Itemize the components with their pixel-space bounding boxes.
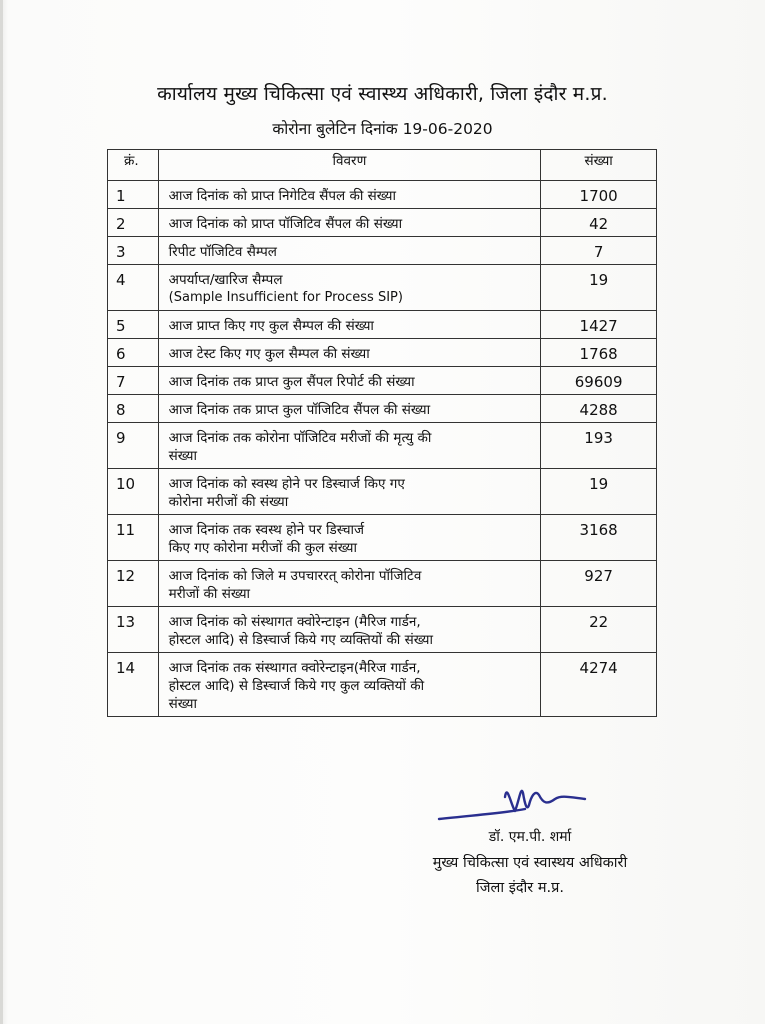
row-description bbox=[158, 181, 541, 209]
description-line: आज दिनांक को स्वस्थ होने पर डिस्चार्ज किए गए bbox=[168, 476, 405, 492]
row-description bbox=[158, 367, 541, 395]
header-count: संख्या bbox=[541, 150, 657, 181]
row-description bbox=[158, 265, 541, 311]
row-description bbox=[158, 423, 541, 469]
row-count: 1768 bbox=[541, 339, 657, 367]
description-line: आज दिनांक तक संस्थागत क्वोरेन्टाइन(मैरिज गार्डन, bbox=[168, 660, 421, 676]
row-serial: 1 bbox=[108, 181, 159, 209]
table-row bbox=[108, 339, 657, 367]
table-header-row bbox=[108, 150, 657, 181]
row-description bbox=[158, 561, 541, 607]
row-serial: 3 bbox=[108, 237, 159, 265]
table-row bbox=[108, 423, 657, 469]
description-line: संख्या bbox=[168, 448, 198, 464]
row-count: 4274 bbox=[541, 653, 657, 717]
table-row bbox=[108, 515, 657, 561]
row-description bbox=[158, 607, 541, 653]
table-row bbox=[108, 367, 657, 395]
row-count: 3168 bbox=[541, 515, 657, 561]
header-description: विवरण bbox=[158, 150, 541, 181]
row-serial: 11 bbox=[108, 515, 159, 561]
description-line: होस्टल आदि) से डिस्चार्ज किये गए व्यक्तियों की संख्या bbox=[168, 632, 433, 648]
table-row bbox=[108, 181, 657, 209]
row-count: 7 bbox=[541, 237, 657, 265]
description-line: आज टेस्ट किए गए कुल सैम्पल की संख्या bbox=[168, 346, 370, 362]
signature-scribble bbox=[435, 775, 595, 825]
row-serial: 9 bbox=[108, 423, 159, 469]
bulletin-date-line: कोरोना बुलेटिन दिनांक 19-06-2020 bbox=[272, 120, 493, 138]
row-serial: 5 bbox=[108, 311, 159, 339]
description-line: आज प्राप्त किए गए कुल सैम्पल की संख्या bbox=[168, 318, 374, 334]
description-line: आज दिनांक को जिले म उपचाररत् कोरोना पॉजिटिव bbox=[168, 568, 422, 584]
row-description bbox=[158, 395, 541, 423]
table-row bbox=[108, 237, 657, 265]
description-line: किए गए कोरोना मरीजों की कुल संख्या bbox=[168, 540, 358, 556]
row-count: 19 bbox=[541, 469, 657, 515]
row-count: 927 bbox=[541, 561, 657, 607]
description-line: आज दिनांक तक स्वस्थ होने पर डिस्चार्ज bbox=[168, 522, 365, 538]
header-serial: क्रं. bbox=[108, 150, 159, 181]
description-english-line: (Sample Insufficient for Process SIP) bbox=[168, 290, 403, 305]
row-description bbox=[158, 237, 541, 265]
table-row bbox=[108, 469, 657, 515]
description-line: आज दिनांक को प्राप्त निगेटिव सैंपल की संख्या bbox=[168, 188, 396, 204]
office-title: कार्यालय मुख्य चिकित्सा एवं स्वास्थ्य अधिकारी, जिला इंदौर म.प्र. bbox=[157, 83, 608, 105]
row-serial: 12 bbox=[108, 561, 159, 607]
signatory-designation: मुख्य चिकित्सा एवं स्वास्थय अधिकारी bbox=[432, 855, 628, 871]
row-count: 1700 bbox=[541, 181, 657, 209]
page-edge-shadow bbox=[0, 0, 3, 1024]
table-row bbox=[108, 311, 657, 339]
table-row bbox=[108, 561, 657, 607]
row-serial: 14 bbox=[108, 653, 159, 717]
row-description bbox=[158, 469, 541, 515]
row-serial: 8 bbox=[108, 395, 159, 423]
bulletin-table bbox=[107, 149, 657, 717]
row-description bbox=[158, 311, 541, 339]
description-line: रिपीट पॉजिटिव सैम्पल bbox=[168, 244, 277, 260]
row-serial: 10 bbox=[108, 469, 159, 515]
row-description bbox=[158, 209, 541, 237]
description-line: संख्या bbox=[168, 696, 198, 712]
description-line: आज दिनांक तक प्राप्त कुल सैंपल रिपोर्ट की संख्या bbox=[168, 374, 415, 390]
description-line: आज दिनांक को प्राप्त पॉजिटिव सैंपल की संख्या bbox=[168, 216, 403, 232]
row-description bbox=[158, 515, 541, 561]
description-line: आज दिनांक को संस्थागत क्वोरेन्टाइन (मैरिज गार्डन, bbox=[168, 614, 421, 630]
description-line: होस्टल आदि) से डिस्चार्ज किये गए कुल व्यक्तियों की bbox=[168, 678, 425, 694]
row-serial: 13 bbox=[108, 607, 159, 653]
description-line: मरीजों की संख्या bbox=[168, 586, 251, 602]
row-count: 19 bbox=[541, 265, 657, 311]
row-count: 42 bbox=[541, 209, 657, 237]
description-line: अपर्याप्त/खारिज सैम्पल bbox=[168, 272, 283, 288]
row-count: 1427 bbox=[541, 311, 657, 339]
table-row bbox=[108, 607, 657, 653]
signatory-place: जिला इंदौर म.प्र. bbox=[476, 880, 564, 896]
row-count: 193 bbox=[541, 423, 657, 469]
row-count: 69609 bbox=[541, 367, 657, 395]
row-serial: 2 bbox=[108, 209, 159, 237]
description-line: आज दिनांक तक कोरोना पॉजिटिव मरीजों की मृत्यु की bbox=[168, 430, 432, 446]
signatory-name: डॉ. एम.पी. शर्मा bbox=[488, 829, 572, 845]
row-description bbox=[158, 339, 541, 367]
table-row bbox=[108, 653, 657, 717]
signature-mark bbox=[435, 775, 595, 825]
row-serial: 4 bbox=[108, 265, 159, 311]
description-line: कोरोना मरीजों की संख्या bbox=[168, 494, 289, 510]
table-row bbox=[108, 395, 657, 423]
row-count: 4288 bbox=[541, 395, 657, 423]
table-row bbox=[108, 209, 657, 237]
row-count: 22 bbox=[541, 607, 657, 653]
row-serial: 6 bbox=[108, 339, 159, 367]
table-row bbox=[108, 265, 657, 311]
row-serial: 7 bbox=[108, 367, 159, 395]
row-description bbox=[158, 653, 541, 717]
description-line: आज दिनांक तक प्राप्त कुल पॉजिटिव सैंपल की संख्या bbox=[168, 402, 431, 418]
